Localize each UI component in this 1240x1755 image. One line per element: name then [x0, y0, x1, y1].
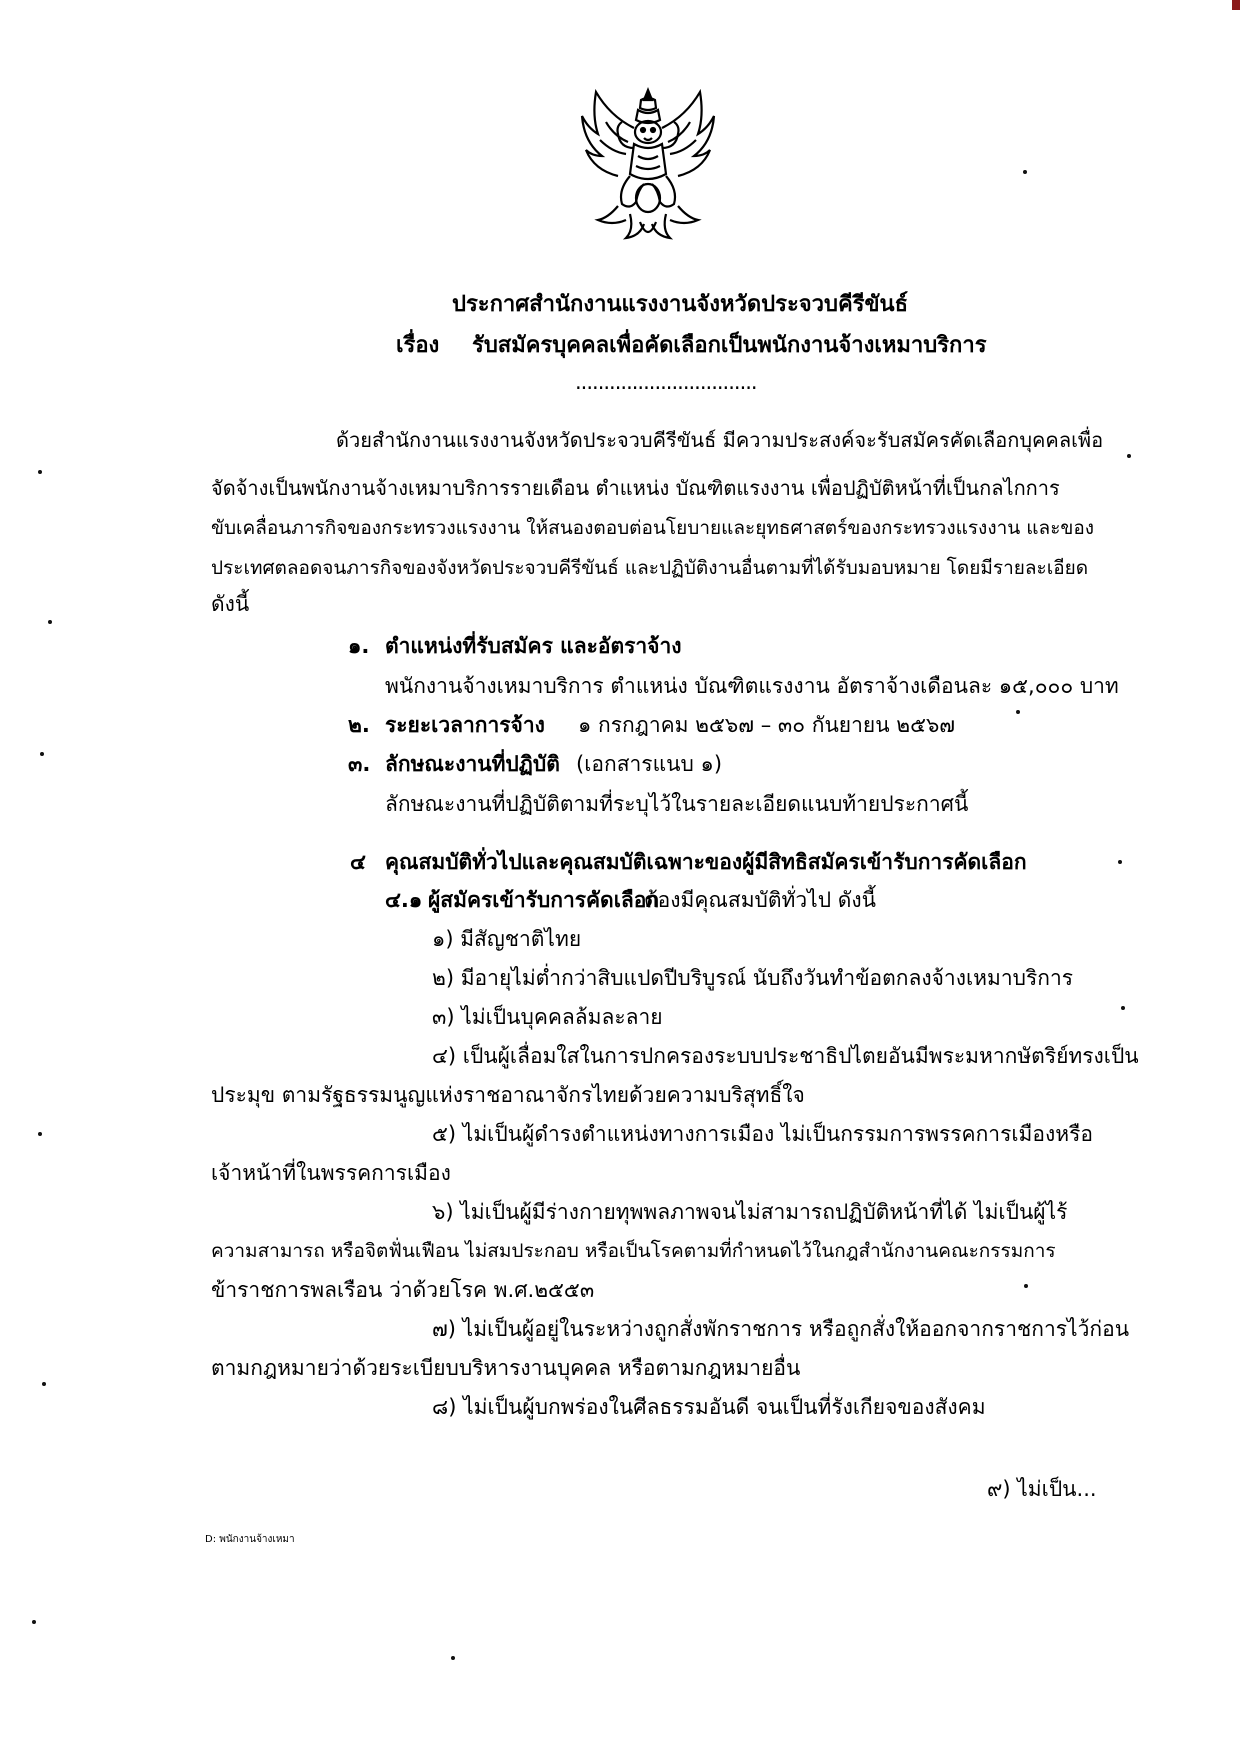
file-reference: D: พนักงานจ้างเหมา: [205, 1534, 295, 1545]
header-separator: ................................: [575, 370, 757, 394]
item-4-line-1: ๔) เป็นผู้เลื่อมใสในการปกครองระบบประชาธิปไตยอันมีพระมหากษัตริย์ทรงเป็น: [432, 1044, 1139, 1068]
item-2: ๒) มีอายุไม่ต่ำกว่าสิบแปดปีบริบูรณ์ นับถึงวันทำข้อตกลงจ้างเหมาบริการ: [432, 966, 1074, 990]
section-1-number: ๑.: [348, 634, 370, 658]
subject-label: เรื่อง: [396, 333, 440, 358]
item-7-line-1: ๗) ไม่เป็นผู้อยู่ในระหว่างถูกสั่งพักราชการ หรือถูกสั่งให้ออกจากราชการไว้ก่อน: [432, 1317, 1130, 1341]
scan-speck: [1127, 454, 1131, 458]
scan-speck: [48, 620, 52, 624]
section-1-body: พนักงานจ้างเหมาบริการ ตำแหน่ง บัณฑิตแรงงาน อัตราจ้างเดือนละ ๑๕,๐๐๐ บาท: [385, 674, 1119, 698]
intro-line-3: ขับเคลื่อนภารกิจของกระทรวงแรงงาน ให้สนองตอบต่อนโยบายและยุทธศาสตร์ของกระทรวงแรงงาน และของ: [211, 517, 1095, 539]
announcement-title: ประกาศสำนักงานแรงงานจังหวัดประจวบคีรีขันธ์: [452, 292, 909, 317]
continued-marker: ๙) ไม่เป็น...: [987, 1477, 1097, 1501]
section-2-title: ระยะเวลาการจ้าง: [385, 713, 545, 737]
garuda-emblem-icon: [578, 86, 718, 244]
item-5-line-2: เจ้าหน้าที่ในพรรคการเมือง: [211, 1161, 451, 1185]
item-6-line-1: ๖) ไม่เป็นผู้มีร่างกายทุพพลภาพจนไม่สามารถปฏิบัติหน้าที่ได้ ไม่เป็นผู้ไร้: [432, 1200, 1068, 1224]
item-6-line-2: ความสามารถ หรือจิตฟั่นเฟือน ไม่สมประกอบ หรือเป็นโรคตามที่กำหนดไว้ในกฎสำนักงานคณะกรรมการ: [211, 1240, 1056, 1262]
section-3-number: ๓.: [348, 752, 371, 776]
section-3-body: ลักษณะงานที่ปฏิบัติตามที่ระบุไว้ในรายละเอียดแนบท้ายประกาศนี้: [385, 792, 969, 816]
item-4-line-2: ประมุข ตามรัฐธรรมนูญแห่งราชอาณาจักรไทยด้วยความบริสุทธิ์ใจ: [211, 1083, 805, 1107]
scan-speck: [1118, 860, 1122, 864]
intro-line-2: จัดจ้างเป็นพนักงานจ้างเหมาบริการรายเดือน ตำแหน่ง บัณฑิตแรงงาน เพื่อปฏิบัติหน้าที่เป็นกลไกการ: [211, 476, 1060, 500]
section-3-title: ลักษณะงานที่ปฏิบัติ: [385, 752, 560, 776]
scan-speck: [1016, 710, 1020, 714]
announcement-subject: รับสมัครบุคคลเพื่อคัดเลือกเป็นพนักงานจ้างเหมาบริการ: [472, 333, 987, 358]
scan-speck: [38, 470, 42, 474]
intro-line-1: ด้วยสำนักงานแรงงานจังหวัดประจวบคีรีขันธ์ มีความประสงค์จะรับสมัครคัดเลือกบุคคลเพื่อ: [336, 428, 1104, 452]
section-4-1-body: ต้องมีคุณสมบัติทั่วไป ดังนี้: [644, 888, 876, 912]
section-4-title: คุณสมบัติทั่วไปและคุณสมบัติเฉพาะของผู้มีสิทธิสมัครเข้ารับการคัดเลือก: [385, 850, 1027, 874]
scan-speck: [40, 752, 44, 756]
scan-corner-mark: [1232, 0, 1240, 10]
scan-speck: [1024, 1284, 1028, 1288]
section-2-body: ๑ กรกฎาคม ๒๕๖๗ – ๓๐ กันยายน ๒๕๖๗: [578, 713, 956, 737]
intro-line-5: ดังนี้: [211, 592, 250, 616]
section-1-title: ตำแหน่งที่รับสมัคร และอัตราจ้าง: [385, 634, 682, 658]
scan-speck: [32, 1620, 36, 1624]
item-3: ๓) ไม่เป็นบุคคลล้มละลาย: [432, 1005, 663, 1029]
section-4-1-number: ๔.๑: [385, 888, 423, 912]
section-3-note: (เอกสารแนบ ๑): [576, 752, 723, 776]
scan-speck: [42, 1382, 46, 1386]
scan-speck: [1023, 170, 1027, 174]
item-1: ๑) มีสัญชาติไทย: [432, 927, 582, 951]
scan-speck: [38, 1132, 42, 1136]
item-7-line-2: ตามกฎหมายว่าด้วยระเบียบบริหารงานบุคคล หรือตามกฎหมายอื่น: [211, 1356, 801, 1380]
scan-speck: [1121, 1006, 1125, 1010]
scan-speck: [451, 1656, 455, 1660]
section-4-1-title: ผู้สมัครเข้ารับการคัดเลือก: [428, 888, 660, 912]
intro-line-4: ประเทศตลอดจนภารกิจของจังหวัดประจวบคีรีขันธ์ และปฏิบัติงานอื่นตามที่ได้รับมอบหมาย โดยมีรายละเอียด: [211, 557, 1089, 579]
section-4-number: ๔: [350, 850, 366, 874]
item-5-line-1: ๕) ไม่เป็นผู้ดำรงตำแหน่งทางการเมือง ไม่เป็นกรรมการพรรคการเมืองหรือ: [432, 1122, 1093, 1146]
section-2-number: ๒.: [348, 713, 370, 737]
item-8: ๘) ไม่เป็นผู้บกพร่องในศีลธรรมอันดี จนเป็นที่รังเกียจของสังคม: [432, 1395, 986, 1419]
item-6-line-3: ข้าราชการพลเรือน ว่าด้วยโรค พ.ศ.๒๕๕๓: [211, 1278, 595, 1302]
